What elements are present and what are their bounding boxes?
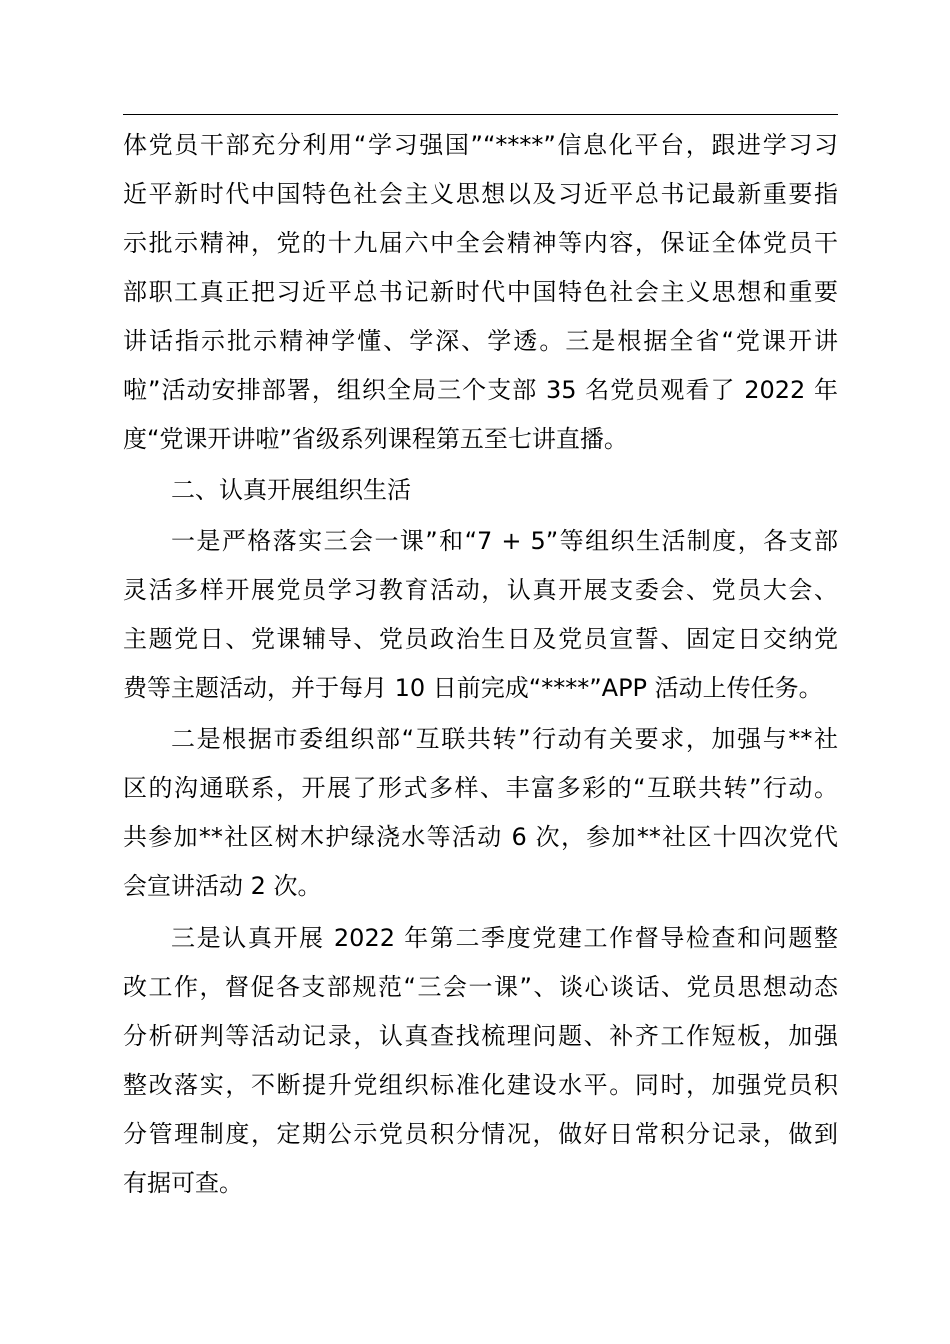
text-line: 有据可查。 [123, 1169, 243, 1197]
text-line: 灵活多样开展党员学习教育活动，认真开展支委会、党员大会、 [123, 576, 838, 604]
text-line: 体党员干部充分利用“学习强国”“****”信息化平台，跟进学习习 [123, 131, 838, 159]
header-rule [123, 114, 838, 115]
text-line: 近平新时代中国特色社会主义思想以及习近平总书记最新重要指 [123, 180, 838, 208]
text-line: 主题党日、党课辅导、党员政治生日及党员宣誓、固定日交纳党 [123, 625, 838, 653]
text-line: 共参加**社区树木护绿浇水等活动 6 次，参加**社区十四次党代 [123, 823, 838, 851]
text-line: 费等主题活动，并于每月 10 日前完成“****”APP 活动上传任务。 [123, 674, 823, 702]
text-line: 分析研判等活动记录，认真查找梳理问题、补齐工作短板，加强 [123, 1022, 838, 1050]
text-line: 三是认真开展 2022 年第二季度党建工作督导检查和问题整 [171, 924, 838, 952]
paragraph-community [123, 715, 838, 911]
text-line: 示批示精神，党的十九届六中全会精神等内容，保证全体党员干 [123, 229, 838, 257]
text-line: 分管理制度，定期公示党员积分情况，做好日常积分记录，做到 [123, 1120, 838, 1148]
text-line: 区的沟通联系，开展了形式多样、丰富多彩的“互联共转”行动。 [123, 774, 838, 802]
text-line: 改工作，督促各支部规范“三会一课”、谈心谈话、党员思想动态 [123, 973, 838, 1001]
text-line: 会宣讲活动 2 次。 [123, 872, 322, 900]
paragraph-study [123, 121, 838, 464]
text-line: 部职工真正把习近平总书记新时代中国特色社会主义思想和重要 [123, 278, 838, 306]
text-line: 二是根据市委组织部“互联共转”行动有关要求，加强与**社 [171, 725, 838, 753]
paragraph-organization-life [123, 517, 838, 713]
paragraph-inspection [123, 914, 838, 1208]
text-line: 度“党课开讲啦”省级系列课程第五至七讲直播。 [123, 425, 628, 453]
text-line: 整改落实，不断提升党组织标准化建设水平。同时，加强党员积 [123, 1071, 838, 1099]
text-line: 讲话指示批示精神学懂、学深、学透。三是根据全省“党课开讲 [123, 327, 838, 355]
text-line: 啦”活动安排部署，组织全局三个支部 35 名党员观看了 2022 年 [123, 376, 838, 404]
section-heading: 二、认真开展组织生活 [171, 476, 411, 504]
document-body [123, 121, 838, 1208]
text-line: 一是严格落实三会一课”和“7 + 5”等组织生活制度，各支部 [171, 527, 838, 555]
